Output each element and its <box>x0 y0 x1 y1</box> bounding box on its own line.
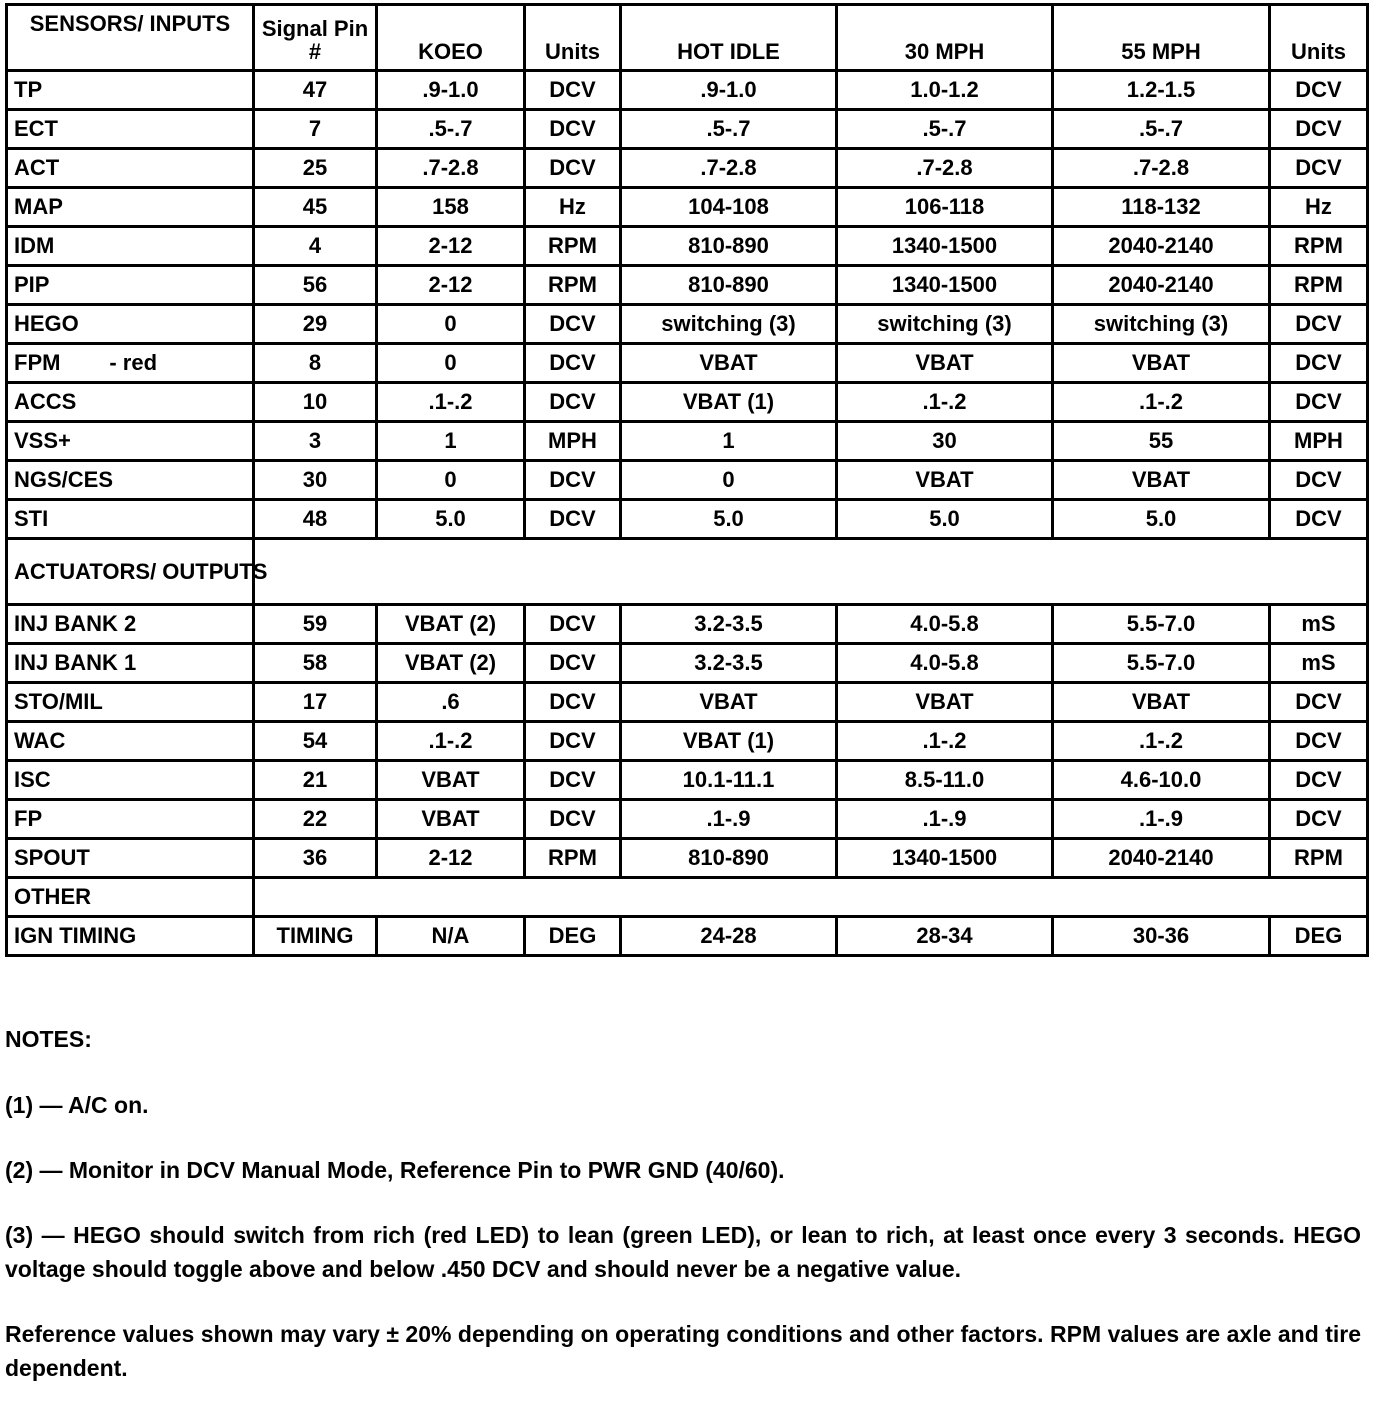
cell-hot-idle: VBAT (1) <box>621 722 837 761</box>
cell-units2: DCV <box>1270 344 1368 383</box>
cell-units2: DCV <box>1270 383 1368 422</box>
cell-pin: 59 <box>254 605 377 644</box>
cell-pin: 4 <box>254 227 377 266</box>
table-row <box>7 344 1368 383</box>
cell-koeo: N/A <box>377 917 525 956</box>
table-row <box>7 839 1368 878</box>
cell-mph55: 55 <box>1053 422 1270 461</box>
header-hot-idle: HOT IDLE <box>621 5 837 71</box>
cell-units1: Hz <box>525 188 621 227</box>
cell-mph30: VBAT <box>837 683 1053 722</box>
cell-mph55: 1.2-1.5 <box>1053 71 1270 110</box>
cell-koeo: VBAT (2) <box>377 605 525 644</box>
cell-name: ECT <box>7 110 254 149</box>
cell-mph55: 2040-2140 <box>1053 227 1270 266</box>
table-row <box>7 188 1368 227</box>
cell-pin: 30 <box>254 461 377 500</box>
cell-mph30: 106-118 <box>837 188 1053 227</box>
cell-units2: DCV <box>1270 722 1368 761</box>
cell-hot-idle: 1 <box>621 422 837 461</box>
cell-name: ISC <box>7 761 254 800</box>
cell-pin: 8 <box>254 344 377 383</box>
table-row <box>7 500 1368 539</box>
cell-units1: DCV <box>525 71 621 110</box>
cell-hot-idle: VBAT <box>621 344 837 383</box>
note-3: (3) — HEGO should switch from rich (red LED) to lean (green LED), or lean to rich, at least once every 3 seconds. HEGO voltage should toggle above and below .450 DCV and should never be a negative value. <box>5 1222 1361 1282</box>
cell-units2: DCV <box>1270 149 1368 188</box>
cell-pin: 45 <box>254 188 377 227</box>
table-row <box>7 383 1368 422</box>
header-30-mph: 30 MPH <box>837 5 1053 71</box>
table-row <box>7 422 1368 461</box>
cell-mph30: 1340-1500 <box>837 839 1053 878</box>
cell-mph30: 1.0-1.2 <box>837 71 1053 110</box>
reference-values-table <box>5 3 1369 957</box>
cell-hot-idle: switching (3) <box>621 305 837 344</box>
cell-hot-idle: 5.0 <box>621 500 837 539</box>
cell-mph30: .7-2.8 <box>837 149 1053 188</box>
cell-pin: 17 <box>254 683 377 722</box>
cell-units1: DEG <box>525 917 621 956</box>
cell-units1: RPM <box>525 227 621 266</box>
cell-mph30: .5-.7 <box>837 110 1053 149</box>
cell-name: INJ BANK 1 <box>7 644 254 683</box>
cell-units2: DCV <box>1270 305 1368 344</box>
cell-name: ACCS <box>7 383 254 422</box>
cell-pin: 10 <box>254 383 377 422</box>
cell-name: FP <box>7 800 254 839</box>
cell-mph55: .5-.7 <box>1053 110 1270 149</box>
cell-hot-idle: .5-.7 <box>621 110 837 149</box>
cell-units2: RPM <box>1270 227 1368 266</box>
cell-units1: DCV <box>525 149 621 188</box>
notes-section <box>5 1022 1361 1416</box>
cell-name: WAC <box>7 722 254 761</box>
cell-name: ACT <box>7 149 254 188</box>
cell-pin: 22 <box>254 800 377 839</box>
section-other <box>7 878 1368 917</box>
table-row <box>7 461 1368 500</box>
header-sensors-inputs: SENSORS/ INPUTS <box>7 5 254 71</box>
note-2: (2) — Monitor in DCV Manual Mode, Reference Pin to PWR GND (40/60). <box>5 1157 785 1183</box>
table-row <box>7 605 1368 644</box>
header-units-1: Units <box>525 5 621 71</box>
cell-pin: 3 <box>254 422 377 461</box>
cell-units1: DCV <box>525 500 621 539</box>
table-row <box>7 149 1368 188</box>
cell-units1: RPM <box>525 839 621 878</box>
table-row <box>7 110 1368 149</box>
cell-units2: RPM <box>1270 839 1368 878</box>
cell-koeo: 2-12 <box>377 227 525 266</box>
cell-units1: MPH <box>525 422 621 461</box>
cell-mph55: 2040-2140 <box>1053 266 1270 305</box>
cell-units2: DCV <box>1270 71 1368 110</box>
cell-koeo: 0 <box>377 461 525 500</box>
cell-hot-idle: VBAT (1) <box>621 383 837 422</box>
cell-units1: DCV <box>525 683 621 722</box>
cell-mph30: VBAT <box>837 461 1053 500</box>
cell-mph55: .1-.9 <box>1053 800 1270 839</box>
cell-mph55: .7-2.8 <box>1053 149 1270 188</box>
cell-units1: DCV <box>525 383 621 422</box>
cell-koeo: 5.0 <box>377 500 525 539</box>
cell-mph30: 8.5-11.0 <box>837 761 1053 800</box>
cell-mph55: 118-132 <box>1053 188 1270 227</box>
cell-pin: 47 <box>254 71 377 110</box>
cell-mph55: 2040-2140 <box>1053 839 1270 878</box>
cell-units1: DCV <box>525 305 621 344</box>
cell-mph55: VBAT <box>1053 461 1270 500</box>
cell-hot-idle: 0 <box>621 461 837 500</box>
cell-units1: DCV <box>525 800 621 839</box>
cell-pin: 58 <box>254 644 377 683</box>
cell-hot-idle: .7-2.8 <box>621 149 837 188</box>
cell-units2: mS <box>1270 644 1368 683</box>
cell-units1: DCV <box>525 344 621 383</box>
cell-units2: DCV <box>1270 800 1368 839</box>
cell-koeo: .1-.2 <box>377 383 525 422</box>
table-row <box>7 800 1368 839</box>
cell-name: IDM <box>7 227 254 266</box>
cell-hot-idle: 810-890 <box>621 839 837 878</box>
cell-pin: 54 <box>254 722 377 761</box>
cell-hot-idle: 104-108 <box>621 188 837 227</box>
cell-name: STI <box>7 500 254 539</box>
cell-mph55: VBAT <box>1053 344 1270 383</box>
cell-hot-idle: 10.1-11.1 <box>621 761 837 800</box>
cell-mph55: switching (3) <box>1053 305 1270 344</box>
cell-units2: DCV <box>1270 683 1368 722</box>
cell-units2: DEG <box>1270 917 1368 956</box>
cell-pin: 48 <box>254 500 377 539</box>
cell-mph55: 5.5-7.0 <box>1053 644 1270 683</box>
table-row <box>7 305 1368 344</box>
cell-pin: 36 <box>254 839 377 878</box>
cell-pin: 29 <box>254 305 377 344</box>
cell-koeo: .7-2.8 <box>377 149 525 188</box>
cell-mph30: .1-.2 <box>837 383 1053 422</box>
section-label-actuators: ACTUATORS/ OUTPUTS <box>7 539 254 605</box>
cell-name: TP <box>7 71 254 110</box>
note-1: (1) — A/C on. <box>5 1092 149 1118</box>
cell-hot-idle: .9-1.0 <box>621 71 837 110</box>
cell-koeo: 2-12 <box>377 266 525 305</box>
section-label-other: OTHER <box>7 878 254 917</box>
cell-name: PIP <box>7 266 254 305</box>
cell-pin: 7 <box>254 110 377 149</box>
cell-koeo: .1-.2 <box>377 722 525 761</box>
cell-units2: Hz <box>1270 188 1368 227</box>
cell-mph55: VBAT <box>1053 683 1270 722</box>
cell-koeo: .6 <box>377 683 525 722</box>
table-row <box>7 683 1368 722</box>
table-row <box>7 644 1368 683</box>
cell-hot-idle: 3.2-3.5 <box>621 644 837 683</box>
cell-mph55: .1-.2 <box>1053 383 1270 422</box>
table-header-row <box>7 5 1368 71</box>
section-blank-cell <box>254 539 1368 605</box>
cell-koeo: 158 <box>377 188 525 227</box>
cell-koeo: .9-1.0 <box>377 71 525 110</box>
cell-koeo: VBAT (2) <box>377 644 525 683</box>
cell-name: IGN TIMING <box>7 917 254 956</box>
cell-units1: DCV <box>525 722 621 761</box>
header-55-mph: 55 MPH <box>1053 5 1270 71</box>
note-4: Reference values shown may vary ± 20% depending on operating conditions and other factors. RPM values are axle and tire dependent. <box>5 1321 1361 1381</box>
cell-koeo: 0 <box>377 305 525 344</box>
cell-name: HEGO <box>7 305 254 344</box>
cell-mph30: 30 <box>837 422 1053 461</box>
cell-units2: mS <box>1270 605 1368 644</box>
cell-hot-idle: 810-890 <box>621 266 837 305</box>
cell-hot-idle: VBAT <box>621 683 837 722</box>
cell-mph30: 5.0 <box>837 500 1053 539</box>
header-signal-pin: Signal Pin # <box>254 5 377 71</box>
cell-name: STO/MIL <box>7 683 254 722</box>
cell-koeo: 1 <box>377 422 525 461</box>
cell-mph30: 4.0-5.8 <box>837 605 1053 644</box>
table-row <box>7 917 1368 956</box>
cell-hot-idle: 3.2-3.5 <box>621 605 837 644</box>
cell-units2: DCV <box>1270 110 1368 149</box>
cell-mph55: 4.6-10.0 <box>1053 761 1270 800</box>
cell-units1: DCV <box>525 761 621 800</box>
section-actuators-outputs <box>7 539 1368 605</box>
cell-name: SPOUT <box>7 839 254 878</box>
table-row <box>7 71 1368 110</box>
cell-name: FPM - red <box>7 344 254 383</box>
cell-mph30: .1-.9 <box>837 800 1053 839</box>
cell-mph55: 30-36 <box>1053 917 1270 956</box>
cell-mph30: VBAT <box>837 344 1053 383</box>
header-units-2: Units <box>1270 5 1368 71</box>
table-row <box>7 266 1368 305</box>
cell-name: VSS+ <box>7 422 254 461</box>
cell-koeo: 2-12 <box>377 839 525 878</box>
cell-koeo: 0 <box>377 344 525 383</box>
section-blank-cell <box>254 878 1368 917</box>
cell-name: INJ BANK 2 <box>7 605 254 644</box>
cell-mph55: .1-.2 <box>1053 722 1270 761</box>
cell-units2: MPH <box>1270 422 1368 461</box>
cell-units2: DCV <box>1270 500 1368 539</box>
cell-mph30: switching (3) <box>837 305 1053 344</box>
cell-koeo: VBAT <box>377 761 525 800</box>
cell-units2: RPM <box>1270 266 1368 305</box>
cell-units1: RPM <box>525 266 621 305</box>
cell-units2: DCV <box>1270 761 1368 800</box>
cell-pin: TIMING <box>254 917 377 956</box>
cell-units1: DCV <box>525 110 621 149</box>
cell-koeo: .5-.7 <box>377 110 525 149</box>
cell-hot-idle: 24-28 <box>621 917 837 956</box>
cell-hot-idle: .1-.9 <box>621 800 837 839</box>
cell-mph55: 5.0 <box>1053 500 1270 539</box>
table-row <box>7 761 1368 800</box>
cell-name: NGS/CES <box>7 461 254 500</box>
cell-koeo: VBAT <box>377 800 525 839</box>
cell-hot-idle: 810-890 <box>621 227 837 266</box>
table-row <box>7 722 1368 761</box>
header-koeo: KOEO <box>377 5 525 71</box>
cell-pin: 21 <box>254 761 377 800</box>
cell-mph30: 4.0-5.8 <box>837 644 1053 683</box>
table-row <box>7 227 1368 266</box>
cell-units2: DCV <box>1270 461 1368 500</box>
cell-mph30: 28-34 <box>837 917 1053 956</box>
cell-units1: DCV <box>525 644 621 683</box>
cell-pin: 56 <box>254 266 377 305</box>
cell-mph55: 5.5-7.0 <box>1053 605 1270 644</box>
notes-heading: NOTES: <box>5 1026 92 1052</box>
cell-name: MAP <box>7 188 254 227</box>
cell-mph30: 1340-1500 <box>837 266 1053 305</box>
cell-mph30: .1-.2 <box>837 722 1053 761</box>
cell-units1: DCV <box>525 461 621 500</box>
cell-pin: 25 <box>254 149 377 188</box>
cell-units1: DCV <box>525 605 621 644</box>
cell-mph30: 1340-1500 <box>837 227 1053 266</box>
